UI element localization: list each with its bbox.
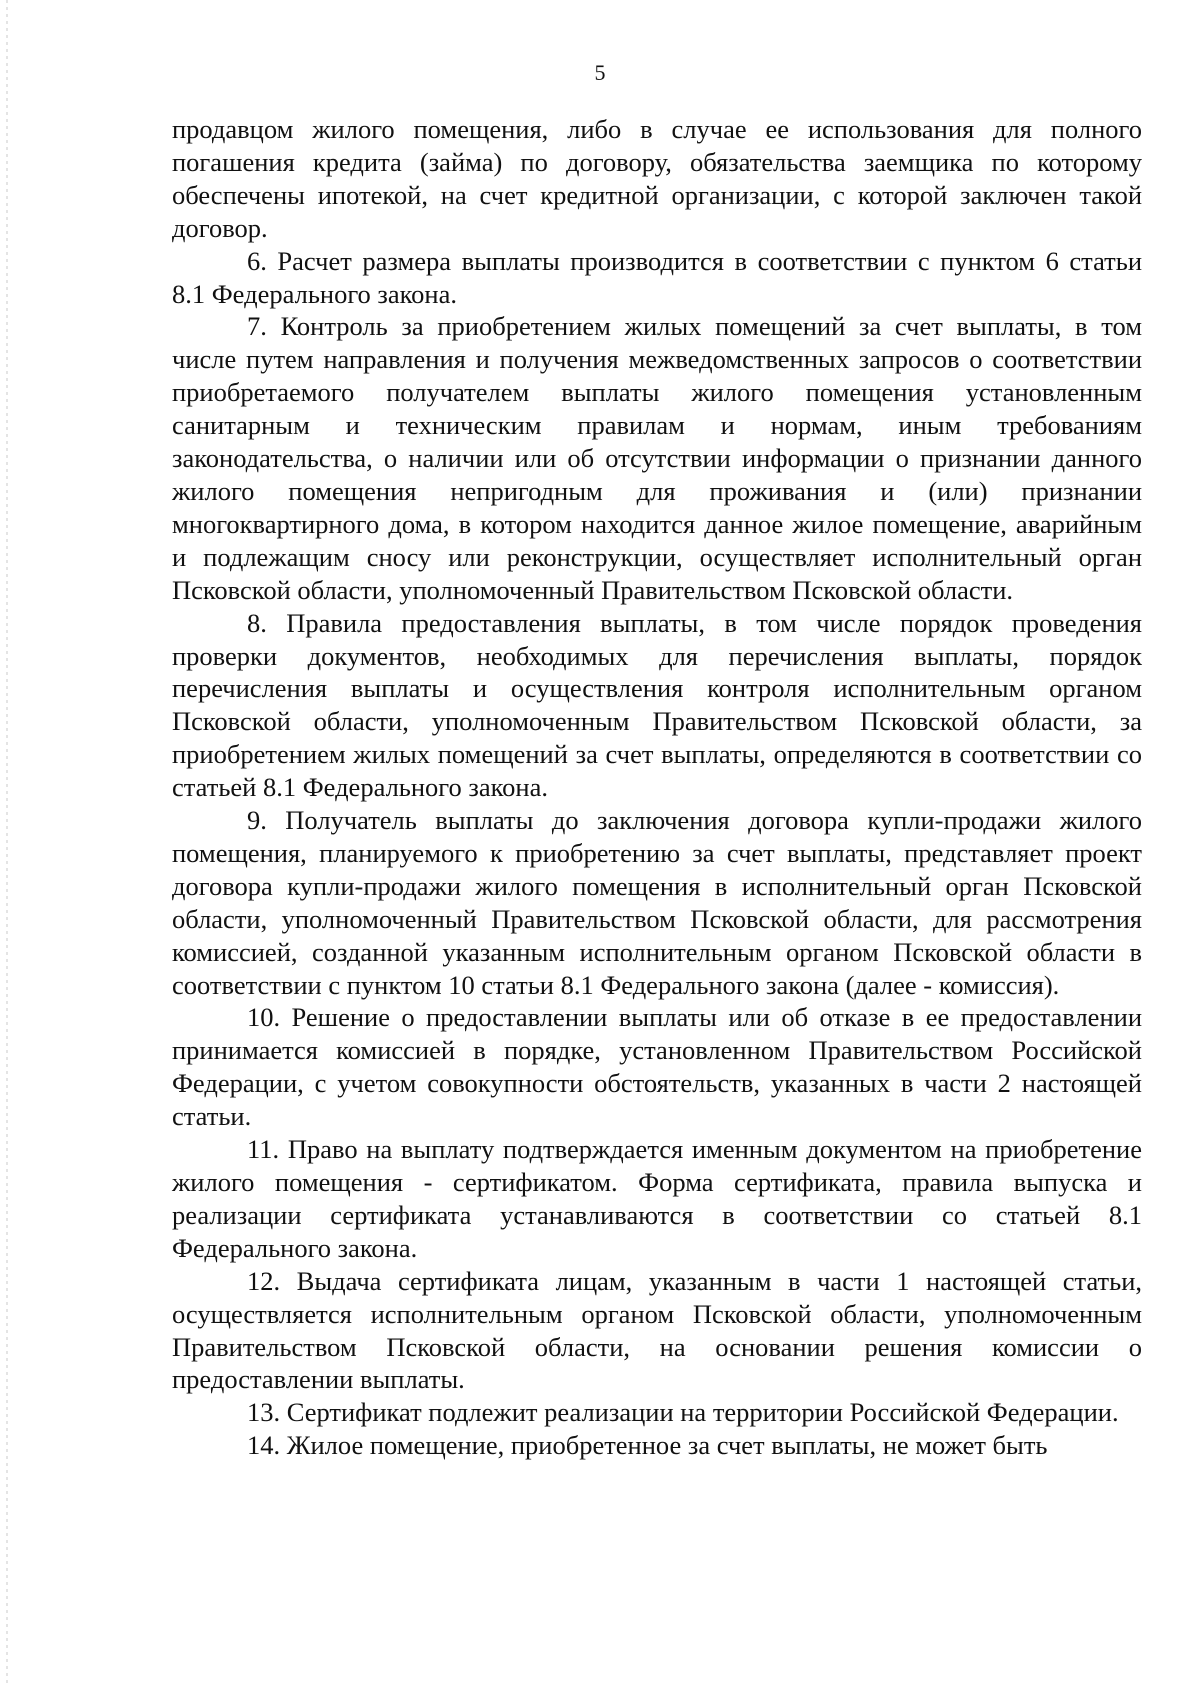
- paragraph-13: 13. Сертификат подлежит реализации на территории Российской Федерации.: [247, 1397, 1119, 1428]
- paragraph-6: 6. Расчет размера выплаты производится в соответствии с пунктом 6 статьи 8.1 Федерального закона.: [172, 245, 1142, 309]
- paragraph-9: 9. Получатель выплаты до заключения договора купли-продажи жилого помещения, планируемого к приобретению за счет выплаты, представляет проект договора купли-продажи жилого помещения в исполнительный орган Псковской области, уполномоченный Правительством Псковской области, для рассмотрения комиссией, созданной указанным исполнительным органом Псковской области в соответствии с пунктом 10 статьи 8.1 Федерального закона (далее - комиссия).: [172, 805, 1142, 1000]
- paragraph-11: 11. Право на выплату подтверждается именным документом на приобретение жилого помещения - сертификатом. Форма сертификата, правила выпуска и реализации сертификата устанавливаются в соответствии со статьей 8.1 Федерального закона.: [172, 1134, 1142, 1263]
- paragraph-14: 14. Жилое помещение, приобретенное за счет выплаты, не может быть: [247, 1430, 1048, 1461]
- document-body: [172, 113, 1142, 1462]
- scan-edge-mark: [6, 0, 8, 1686]
- paragraph-12: 12. Выдача сертификата лицам, указанным в части 1 настоящей статьи, осуществляется исполнительным органом Псковской области, уполномоченным Правительством Псковской области, на основании решения комиссии о предоставлении выплаты.: [172, 1265, 1142, 1395]
- page-number: 5: [594, 60, 606, 85]
- paragraph-8: 8. Правила предоставления выплаты, в том числе порядок проведения проверки документов, необходимых для перечисления выплаты, порядок перечисления выплаты и осуществления контроля исполнительным органом Псковской области, уполномоченным Правительством Псковской области, за приобретением жилых помещений за счет выплаты, определяются в соответствии со статьей 8.1 Федерального закона.: [172, 607, 1142, 803]
- paragraph-7: 7. Контроль за приобретением жилых помещений за счет выплаты, в том числе путем направления и получения межведомственных запросов о соответствии приобретаемого получателем выплаты жилого помещения установленным санитарным и техническим правилам и нормам, иным требованиям законодательства, о наличии или об отсутствии информации о признании данного жилого помещения непригодным для проживания и (или) признании многоквартирного дома, в котором находится данное жилое помещение, аварийным и подлежащим сносу или реконструкции, осуществляет исполнительный орган Псковской области, уполномоченный Правительством Псковской области.: [172, 311, 1142, 605]
- paragraph-10: 10. Решение о предоставлении выплаты или об отказе в ее предоставлении принимается комиссией в порядке, установленном Правительством Российской Федерации, с учетом совокупности обстоятельств, указанных в части 2 настоящей статьи.: [172, 1002, 1142, 1132]
- paragraph-continuation: продавцом жилого помещения, либо в случае ее использования для полного погашения кредита (займа) по договору, обязательства заемщика по которому обеспечены ипотекой, на счет кредитной организации, с которой заключен такой договор.: [172, 114, 1142, 243]
